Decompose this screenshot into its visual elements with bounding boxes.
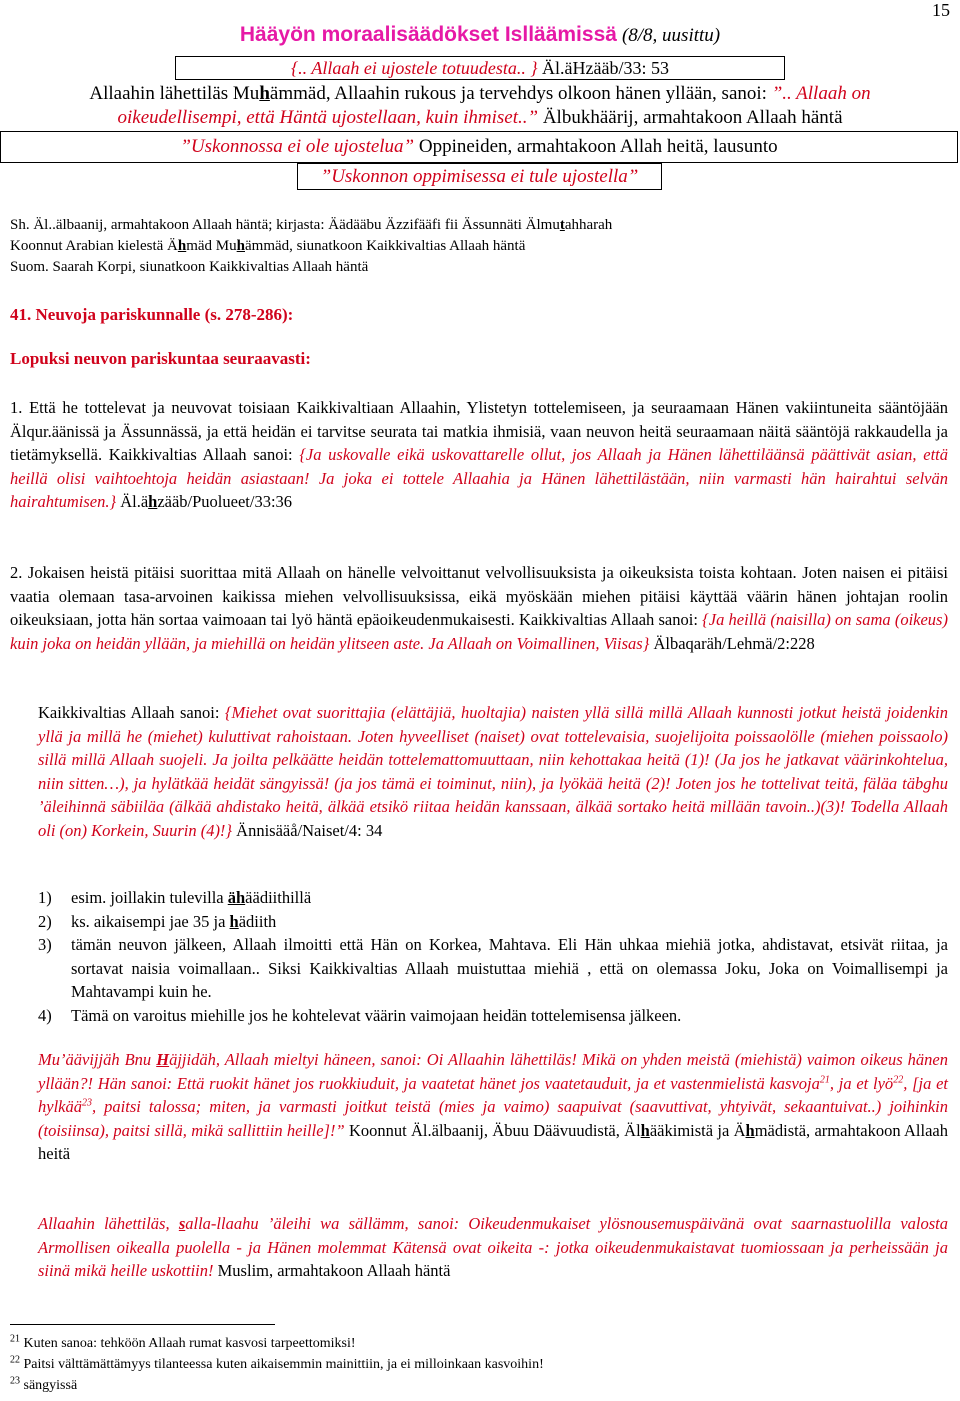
text: h <box>236 238 245 254</box>
quote: , [ja et hylkää <box>38 1073 948 1116</box>
sub-heading: Lopuksi neuvon pariskuntaa seuraavasti: <box>10 349 311 368</box>
footnote <box>10 1356 544 1374</box>
quote: , paitsi talossa; miten, ja varmasti joitkut teistä (mies ja vaimo) saapuivat (saavuttivat, yhtyivät, sekaantuivat..) joihinkin (toisiinsa), paitsi sillä, mikä sallittiin heille]!” <box>38 1097 948 1140</box>
point-1 <box>10 396 948 514</box>
footnote <box>10 1377 77 1395</box>
box-oppimisessa <box>297 163 662 190</box>
list-number: 2) <box>38 911 52 931</box>
list-item <box>38 933 948 1004</box>
quote: ”Uskonnossa ei ole ujostelua” <box>180 136 415 157</box>
quote: s <box>178 1214 186 1233</box>
text: ämmäd, Allaahin rukous ja tervehdys olkoon hänen yllään, sanoi: <box>269 83 767 104</box>
text: Sh. Äl..älbaanij, armahtakoon Allaah häntä; kirjasta: Äädääbu Äzzifääfi fii Ässunnäti Älmu <box>10 217 560 233</box>
footnote-number: 22 <box>10 1354 20 1366</box>
quote: H <box>156 1050 170 1069</box>
ref: Muslim, armahtakoon Allaah häntä <box>213 1261 451 1280</box>
quote: äjjidäh, Allaah mieltyi häneen, sanoi: Oi Allaahin lähettiläs! Mikä on yhden meistä (miehistä) vaimon oikeus hänen yllään?! Hän sanoi: Että ruokit hänet jos ruokkiuduit, ja vaatetat hänet jos vaatetauduit, ja et vastenmielistä kasvoja <box>38 1050 948 1093</box>
text: Oppineiden, armahtakoon Allah heitä, lausunto <box>414 136 778 157</box>
hadith-quote: {.. Allaah ei ujostele totuudesta.. } <box>290 58 538 78</box>
text: Tämä on varoitus miehille jos he kohtelevat väärin vaimojaan heidän tottelemisensa jälkeen. <box>71 1005 682 1025</box>
ref: zääb/Puolueet/33:36 <box>157 492 293 511</box>
text: tämän neuvon jälkeen, Allaah ilmoitti että Hän on Korkea, Mahtava. Eli Hän uhkaa miehiä jotka, ahdistavat, etsivät riitaa, ja sortavat naisia voimallaan.. Siksi Kaikkivaltias Allaah muistuttaa miehiä , että on olemassa Joku, Joka on Voimallisempi ja Mahtavampi kuin he. <box>71 935 948 1001</box>
hadith-ref: Äl.äHzääb/33: 53 <box>542 58 669 78</box>
top-paragraph <box>0 82 960 130</box>
text: ädiith <box>238 911 277 931</box>
text: äh <box>227 888 246 907</box>
ref: ääkimistä ja Ä <box>649 1120 746 1140</box>
point-2 <box>10 561 948 655</box>
text: ämmäd, siunatkoon Kaikkivaltias Allaah häntä <box>245 238 526 254</box>
text: ahharah <box>564 217 613 233</box>
box-uskonnossa <box>0 131 958 163</box>
footnote-ref[interactable]: 23 <box>81 1097 92 1109</box>
text: h <box>177 238 187 254</box>
quote: {Ja uskovalle eikä uskovattarelle ollut, jos Allaah ja Hänen lähettiläänsä päättivät asian, että heillä olisi vaihtoehtoja heidän asiastaan! Ja joka ei tottele Allaahia ja Hänen lähettilästään, niin varmasti hän hairahtui selvän hairahtumisen.} <box>10 445 948 511</box>
text: ks. aikaisempi jae 35 ja <box>71 911 230 931</box>
list-number: 3) <box>38 935 52 954</box>
hadith-box-ujostele <box>175 56 785 80</box>
source-line <box>10 215 955 236</box>
ref: h <box>745 1120 755 1140</box>
ref: h <box>640 1120 650 1140</box>
ref: Äl.ä <box>116 492 149 511</box>
footnote-text: Paitsi välttämättämyys tilanteessa kuten aikaisemmin mainittiin, ja ei milloinkaan kasvoihin! <box>23 1357 544 1372</box>
footnote-number: 23 <box>10 1375 20 1387</box>
text: h <box>229 911 239 931</box>
text: Allaahin lähettiläs Mu <box>89 83 260 104</box>
footnote-ref[interactable]: 21 <box>819 1074 830 1085</box>
text: h <box>259 83 270 104</box>
list-item <box>38 910 948 934</box>
nisa-paragraph <box>38 701 948 842</box>
ref: mädistä, armahtakoon Allaah heitä <box>38 1120 948 1163</box>
ref: Ännisääå/Naiset/4: 34 <box>232 820 383 840</box>
title-subtitle: (8/8, uusittu) <box>621 25 721 46</box>
compiler-line <box>10 236 955 257</box>
section-heading: 41. Neuvoja pariskunnalle (s. 278-286): <box>10 305 294 324</box>
hadith-muslim <box>38 1212 948 1283</box>
ref: Älbaqaräh/Lehmä/2:228 <box>649 633 815 653</box>
footnote-text: sängyissä <box>23 1378 78 1393</box>
quote: Allaahin lähettiläs, <box>38 1214 179 1233</box>
footnote-text: Kuten sanoa: tehköön Allaah rumat kasvosi tarpeettomiksi! <box>23 1336 356 1351</box>
footnote-divider <box>10 1324 275 1325</box>
text: mäd Mu <box>186 238 237 254</box>
text: t <box>559 217 565 233</box>
quote: {Ja heillä (naisilla) on sama (oikeus) kuin joka on heidän yllään, ja miehillä on heidän ylitseen aste. Ja Allaah on Voimallinen, Viisas} <box>10 610 948 653</box>
quote: oikeudellisempi, että Häntä ujostellaan, kuin ihmiset..” <box>117 107 539 128</box>
ref: h <box>148 492 158 511</box>
quote: , ja et lyö <box>829 1073 894 1093</box>
list-item <box>38 1004 948 1028</box>
list-item <box>38 886 948 910</box>
hadith-muawiya <box>38 1048 948 1166</box>
text: esim. joillakin tulevilla <box>71 888 228 907</box>
footnote <box>10 1335 356 1353</box>
quote: alla-llaahu ’äleihi wa sällämm, sanoi: Oikeudenmukaiset ylösnousemuspäivänä ovat saarnastuolilla valosta Armollisen oikealla puolella - ja Hänen molemmat Kätensä ovat oikeita -: jotka oikeudenmukaistavat tuomiossaan ja perheissään ja siinä mikä heille uskottiin! <box>38 1214 948 1280</box>
text: Kaikkivaltias Allaah sanoi: <box>38 703 225 722</box>
text: äädiithillä <box>245 888 312 907</box>
quote: Mu’äävijjäh Bnu <box>38 1050 157 1069</box>
list-number: 4) <box>38 1005 52 1025</box>
ref: Älbukhäärij, armahtakoon Allaah häntä <box>538 107 843 128</box>
ref: Koonnut Äl.älbaanij, Äbuu Däävuudistä, Äl <box>344 1120 641 1140</box>
quote: ”Uskonnon oppimisessa ei tule ujostella” <box>320 166 639 187</box>
page-number: 15 <box>932 0 950 20</box>
footnote-ref[interactable]: 22 <box>893 1074 904 1085</box>
list-number: 1) <box>38 888 52 907</box>
quote: ”.. Allaah on <box>766 83 871 104</box>
translator-line: Suom. Saarah Korpi, siunatkoon Kaikkivaltias Allaah häntä <box>10 259 369 275</box>
source-meta <box>10 215 955 278</box>
quote: {Miehet ovat suorittajia (elättäjiä, huoltajia) naisten yllä sillä millä Allaah kunnosti jotkut heistä joidenkin yllä ja millä he (miehet) kuluttivat rahoistaan. Joten hyveelliset (naiset) ovat tottelevaisia, suojelijoita poissaolölle (miehen poissaolo) sillä millä Allaah suojeli. Ja joilta pelkäätte heidän tottelemattomuuttaan, niin kehottakaa heitä (1)! (Ja jos he jatkavat väärinkohtelua, niin sitten…), ja hylätkää heidät sängyissä! (ja jos tämä ei toiminut, niin), ja lyökää heitä (2)! Joten jos he tottelivat teitä, fäläa täbghu ’äleihinnä säbiiläa (älkää ahdistako heitä, älkää etsikö riitaa heidän kanssaan, älkää sortako heitä millään tavoin..)(3)! Todella Allaah oli (on) Korkein, Suurin (4)!} <box>38 703 948 840</box>
notes-list <box>38 886 948 1027</box>
text: 1. Että he tottelevat ja neuvovat toisiaan Kaikkivaltiaan Allaahin, Ylistetyn tottelemiseen, ja seuraamaan Hänen vakiintuneita sääntöjään Älqur.äänissä ja Ässunnässä, ja että heidän ei tarvitse seurata tai matkia ihmisiä, vaan neuvon heitä seuraamaan näitä sääntöjä rakkaudella ja tietämyksellä. Kaikkivaltias Allaah sanoi: <box>10 398 948 464</box>
footnote-number: 21 <box>10 1333 20 1345</box>
text: Koonnut Arabian kielestä Ä <box>10 238 178 254</box>
title-main: Hääyön moraalisäädökset Islläämissä <box>239 23 617 46</box>
text: 2. Jokaisen heistä pitäisi suorittaa mitä Allaah on hänelle velvoittanut velvollisuuksista ja oikeuksista toista kohtaan. Joten naisen ei pitäisi vaatia olemaan tasa-arvoinen kaikissa miehen velvollisuuksissa, eikä myöskään miehen pitäisi käyttää väärin hänen johtajan roolin oikeuksiaan, jotta hän sortaa vaimoaan tai lyö häntä epäoikeudenmukaisesti. Kaikkivaltias Allaah sanoi: <box>10 563 948 629</box>
page-title <box>0 20 960 51</box>
